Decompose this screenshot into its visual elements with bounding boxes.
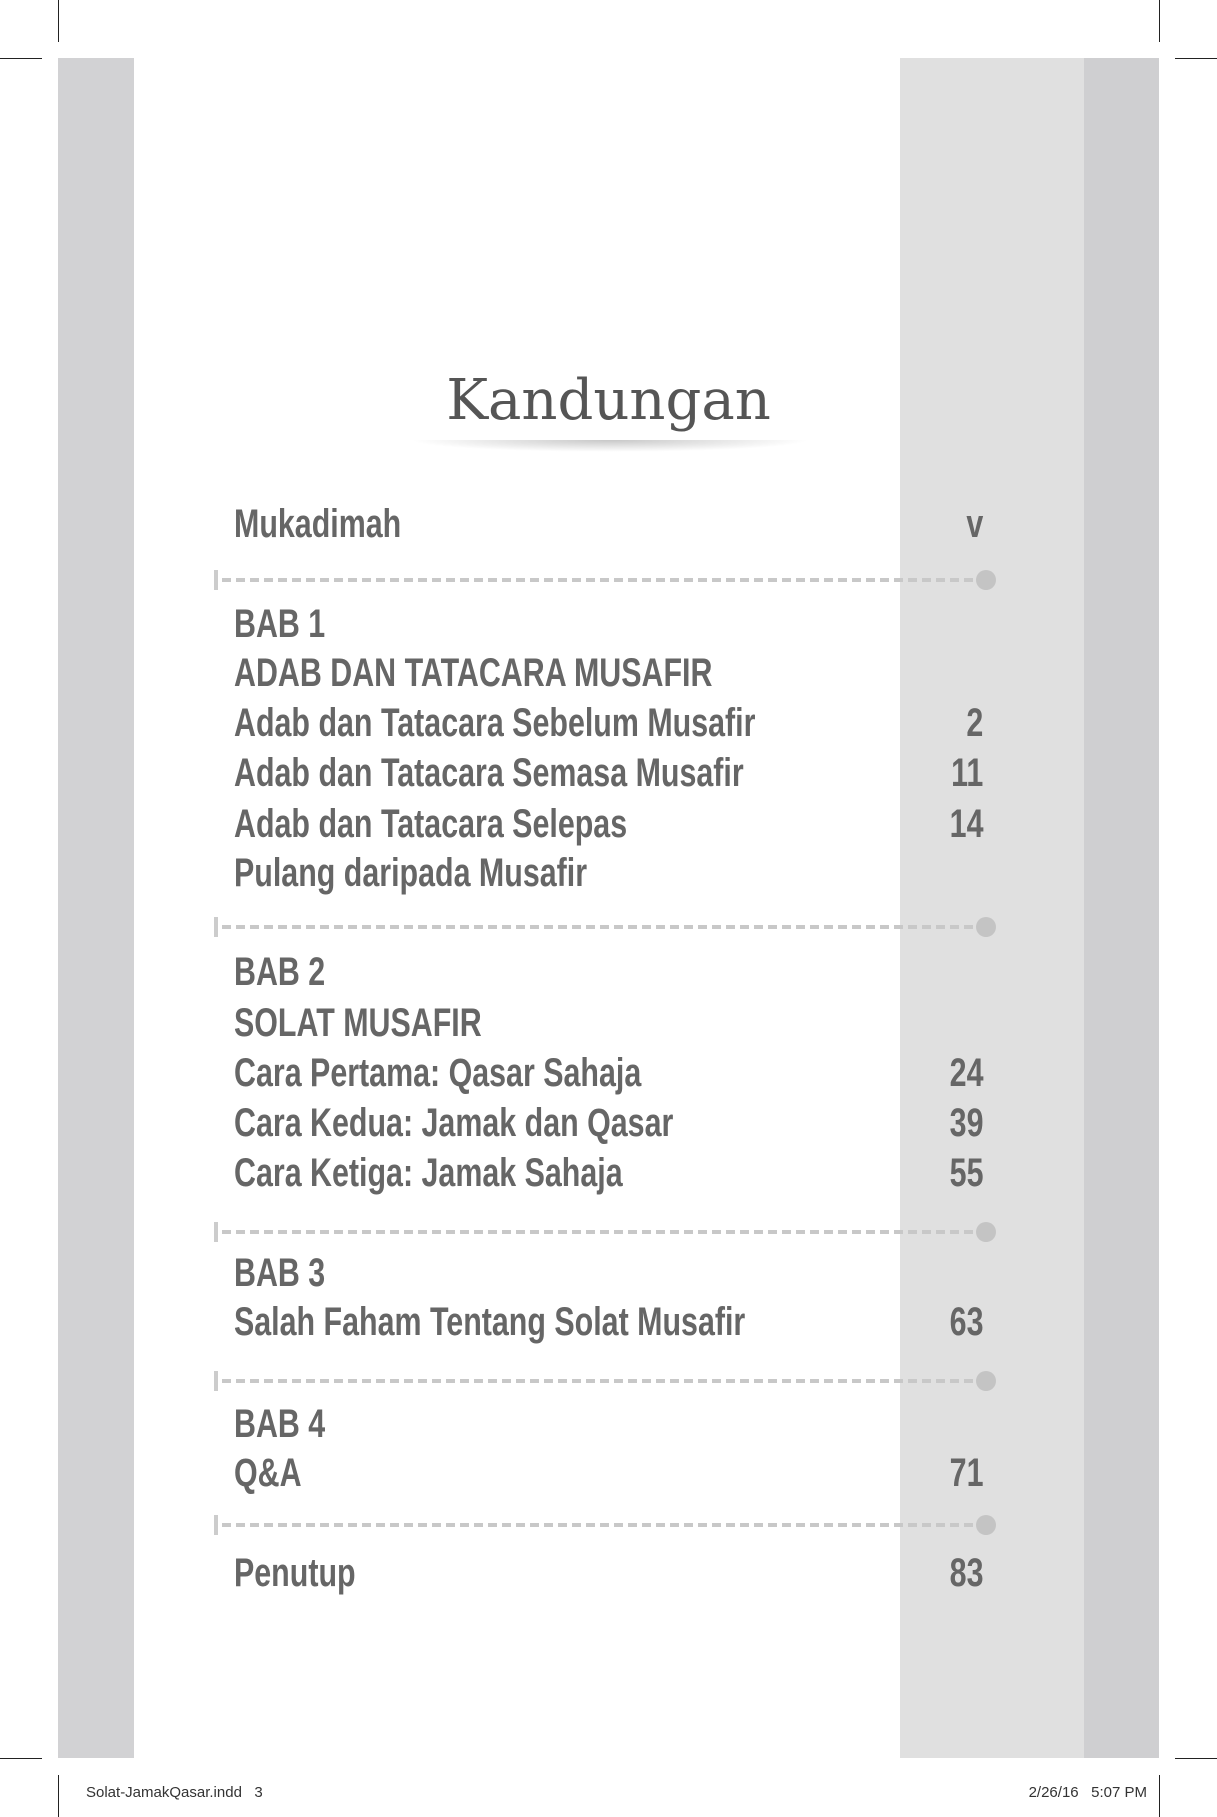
footer-timestamp: 2/26/16 5:07 PM <box>1028 1784 1147 1801</box>
toc-entry-page: 14 <box>949 802 983 846</box>
divider-dashes <box>222 1379 976 1383</box>
divider-tick <box>214 570 218 590</box>
footer-filename: Solat-JamakQasar.indd 3 <box>86 1784 263 1801</box>
toc-entry-title: Q&A <box>234 1451 302 1495</box>
page-title: Kandungan <box>446 368 771 433</box>
toc-entry-title: Adab dan Tatacara Selepas <box>234 802 628 846</box>
divider-dot <box>976 1371 996 1391</box>
crop-mark <box>1175 1758 1217 1759</box>
right-light-band <box>900 58 1084 1758</box>
left-gray-band <box>58 58 134 1758</box>
toc-entry-title: Pulang daripada Musafir <box>234 851 588 895</box>
toc-entry-title: Cara Ketiga: Jamak Sahaja <box>234 1151 623 1195</box>
right-dark-band <box>1084 58 1159 1758</box>
title-shadow <box>410 440 810 452</box>
toc-entry-page: 71 <box>949 1451 983 1495</box>
section-divider <box>214 917 996 937</box>
crop-mark <box>0 1758 42 1759</box>
toc-entry-page: 83 <box>949 1551 983 1595</box>
divider-dot <box>976 1515 996 1535</box>
toc-entry-title: BAB 4 <box>234 1402 326 1446</box>
toc-entry-title: BAB 3 <box>234 1251 326 1295</box>
toc-entry-title: BAB 1 <box>234 602 326 646</box>
section-divider <box>214 570 996 590</box>
toc-entry-title: Cara Pertama: Qasar Sahaja <box>234 1051 642 1095</box>
toc-entry-title: Adab dan Tatacara Sebelum Musafir <box>234 701 756 745</box>
toc-entry-page: 11 <box>950 751 983 795</box>
divider-tick <box>214 917 218 937</box>
toc-entry-page: v <box>966 502 983 546</box>
divider-tick <box>214 1515 218 1535</box>
crop-mark <box>58 0 59 42</box>
toc-entry-title: Salah Faham Tentang Solat Musafir <box>234 1300 746 1344</box>
crop-mark <box>58 1775 59 1817</box>
divider-dashes <box>222 925 976 929</box>
toc-entry-page: 63 <box>949 1300 983 1344</box>
crop-mark <box>0 58 42 59</box>
section-divider <box>214 1515 996 1535</box>
toc-entry-title: Cara Kedua: Jamak dan Qasar <box>234 1101 674 1145</box>
crop-mark <box>1159 0 1160 42</box>
crop-mark <box>1175 58 1217 59</box>
toc-entry-title: ADAB DAN TATACARA MUSAFIR <box>234 651 713 695</box>
divider-tick <box>214 1222 218 1242</box>
toc-entry-page: 55 <box>949 1151 983 1195</box>
toc-entry-title: Penutup <box>234 1551 356 1595</box>
toc-entry-title: Mukadimah <box>234 502 402 546</box>
divider-tick <box>214 1371 218 1391</box>
toc-entry-title: Adab dan Tatacara Semasa Musafir <box>234 751 744 795</box>
divider-dashes <box>222 1523 976 1527</box>
toc-entry-page: 39 <box>949 1101 983 1145</box>
section-divider <box>214 1371 996 1391</box>
crop-mark <box>1159 1775 1160 1817</box>
section-divider <box>214 1222 996 1242</box>
toc-entry-title: BAB 2 <box>234 950 326 994</box>
divider-dashes <box>222 1230 976 1234</box>
toc-entry-title: SOLAT MUSAFIR <box>234 1001 482 1045</box>
divider-dot <box>976 917 996 937</box>
divider-dashes <box>222 578 976 582</box>
divider-dot <box>976 570 996 590</box>
divider-dot <box>976 1222 996 1242</box>
toc-entry-page: 2 <box>966 701 983 745</box>
toc-entry-page: 24 <box>949 1051 983 1095</box>
